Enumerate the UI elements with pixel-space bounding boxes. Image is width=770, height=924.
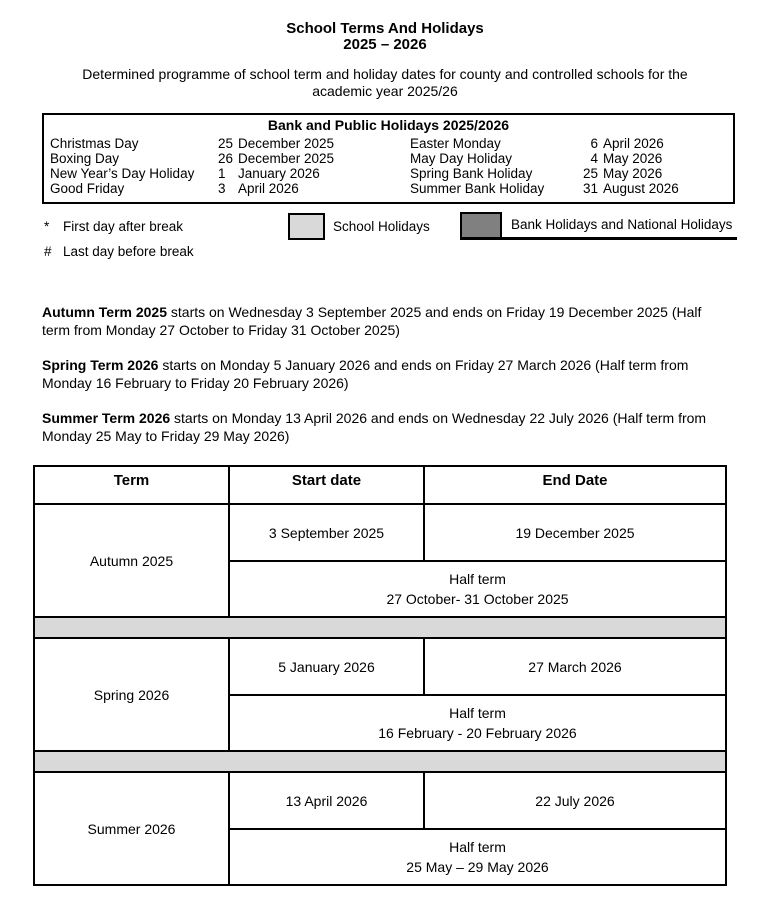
spring-term-lead: Spring Term 2026 <box>42 357 159 373</box>
first-day-symbol: * <box>44 219 50 234</box>
holiday-day: 3 <box>218 181 226 196</box>
school-holidays-swatch <box>288 213 325 240</box>
last-day-label: Last day before break <box>63 244 194 259</box>
start-date-cell: 3 September 2025 <box>229 504 424 561</box>
holiday-name: New Year’s Day Holiday <box>50 166 195 181</box>
separator-cell <box>34 617 726 638</box>
table-row <box>34 504 726 561</box>
holiday-day: 26 <box>218 151 234 166</box>
spring-term-text: starts on Monday 5 January 2026 and ends on Friday 27 March 2026 (Half term from Monday 16 February to Friday 20 February 2026) <box>42 357 689 391</box>
page-title <box>0 21 770 53</box>
holiday-month: August 2026 <box>603 181 679 196</box>
holiday-date <box>576 181 727 196</box>
autumn-term-text: starts on Wednesday 3 September 2025 and ends on Friday 19 December 2025 (Half term from Monday 27 October to Friday 31 October 2025) <box>42 304 702 338</box>
holiday-name: Spring Bank Holiday <box>410 166 533 181</box>
summer-term-paragraph <box>42 410 730 445</box>
holiday-month: May 2026 <box>603 166 663 181</box>
holiday-name: Easter Monday <box>410 136 501 151</box>
term-name-cell: Autumn 2025 <box>34 504 229 617</box>
holiday-name: Boxing Day <box>50 151 120 166</box>
holiday-date <box>218 166 410 181</box>
half-term-cell <box>229 561 726 617</box>
separator-row <box>34 751 726 772</box>
bank-holidays-legend-label: Bank Holidays and National Holidays <box>511 217 733 232</box>
bank-holidays-title: Bank and Public Holidays 2025/2026 <box>267 117 510 133</box>
legend <box>0 210 770 268</box>
holiday-date <box>576 151 727 166</box>
end-date-cell: 22 July 2026 <box>424 772 726 829</box>
holiday-name: Summer Bank Holiday <box>410 181 545 196</box>
term-paragraphs <box>42 304 730 445</box>
school-holidays-label: School Holidays <box>333 219 430 234</box>
bank-holidays-legend <box>460 212 737 240</box>
header-end-date: End Date <box>424 466 726 504</box>
header-start-date: Start date <box>229 466 424 504</box>
holiday-month: December 2025 <box>238 136 335 151</box>
holiday-day: 6 <box>590 136 598 151</box>
half-term-label: Half term <box>449 705 506 721</box>
table-row <box>34 638 726 695</box>
header-term: Term <box>34 466 229 504</box>
holiday-date <box>576 166 727 181</box>
half-term-dates: 25 May – 29 May 2026 <box>406 859 549 875</box>
end-date-cell: 27 March 2026 <box>424 638 726 695</box>
holiday-date <box>218 181 410 196</box>
page-title-line2: 2025 – 2026 <box>343 36 427 53</box>
term-table <box>33 465 727 886</box>
term-name-cell: Spring 2026 <box>34 638 229 751</box>
bank-holidays-box <box>42 113 735 204</box>
spring-term-paragraph <box>42 357 730 392</box>
holiday-day: 4 <box>590 151 598 166</box>
holiday-month: January 2026 <box>238 166 320 181</box>
autumn-term-paragraph <box>42 304 730 339</box>
page-subtitle: Determined programme of school term and holiday dates for county and controlled schools for the academic year 2025/26 <box>82 66 688 99</box>
half-term-dates: 16 February - 20 February 2026 <box>378 725 577 741</box>
holiday-month: May 2026 <box>603 151 663 166</box>
bank-holidays-swatch <box>460 212 502 237</box>
holiday-name: May Day Holiday <box>410 151 513 166</box>
half-term-cell <box>229 829 726 885</box>
holiday-day: 31 <box>582 181 598 196</box>
table-header-row <box>34 466 726 504</box>
last-day-symbol: # <box>44 244 52 259</box>
first-day-label: First day after break <box>63 219 184 234</box>
holiday-month: April 2026 <box>603 136 664 151</box>
half-term-label: Half term <box>449 571 506 587</box>
holiday-month: April 2026 <box>238 181 299 196</box>
page-title-line1: School Terms And Holidays <box>286 20 484 37</box>
autumn-term-lead: Autumn Term 2025 <box>42 304 167 320</box>
holiday-name: Christmas Day <box>50 136 139 151</box>
holiday-date <box>576 136 727 151</box>
holiday-day: 25 <box>582 166 598 181</box>
start-date-cell: 5 January 2026 <box>229 638 424 695</box>
half-term-dates: 27 October- 31 October 2025 <box>386 591 569 607</box>
holiday-name: Good Friday <box>50 181 125 196</box>
separator-cell <box>34 751 726 772</box>
holiday-day: 25 <box>218 136 234 151</box>
holiday-date <box>218 151 410 166</box>
half-term-label: Half term <box>449 839 506 855</box>
holiday-day: 1 <box>218 166 226 181</box>
separator-row <box>34 617 726 638</box>
holiday-month: December 2025 <box>238 151 335 166</box>
summer-term-lead: Summer Term 2026 <box>42 410 171 426</box>
term-name-cell: Summer 2026 <box>34 772 229 885</box>
holiday-date <box>218 136 410 151</box>
bank-holidays-grid <box>50 136 727 196</box>
half-term-cell <box>229 695 726 751</box>
table-row <box>34 772 726 829</box>
end-date-cell: 19 December 2025 <box>424 504 726 561</box>
start-date-cell: 13 April 2026 <box>229 772 424 829</box>
summer-term-text: starts on Monday 13 April 2026 and ends on Wednesday 22 July 2026 (Half term from Monday 25 May to Friday 29 May 2026) <box>42 410 707 444</box>
